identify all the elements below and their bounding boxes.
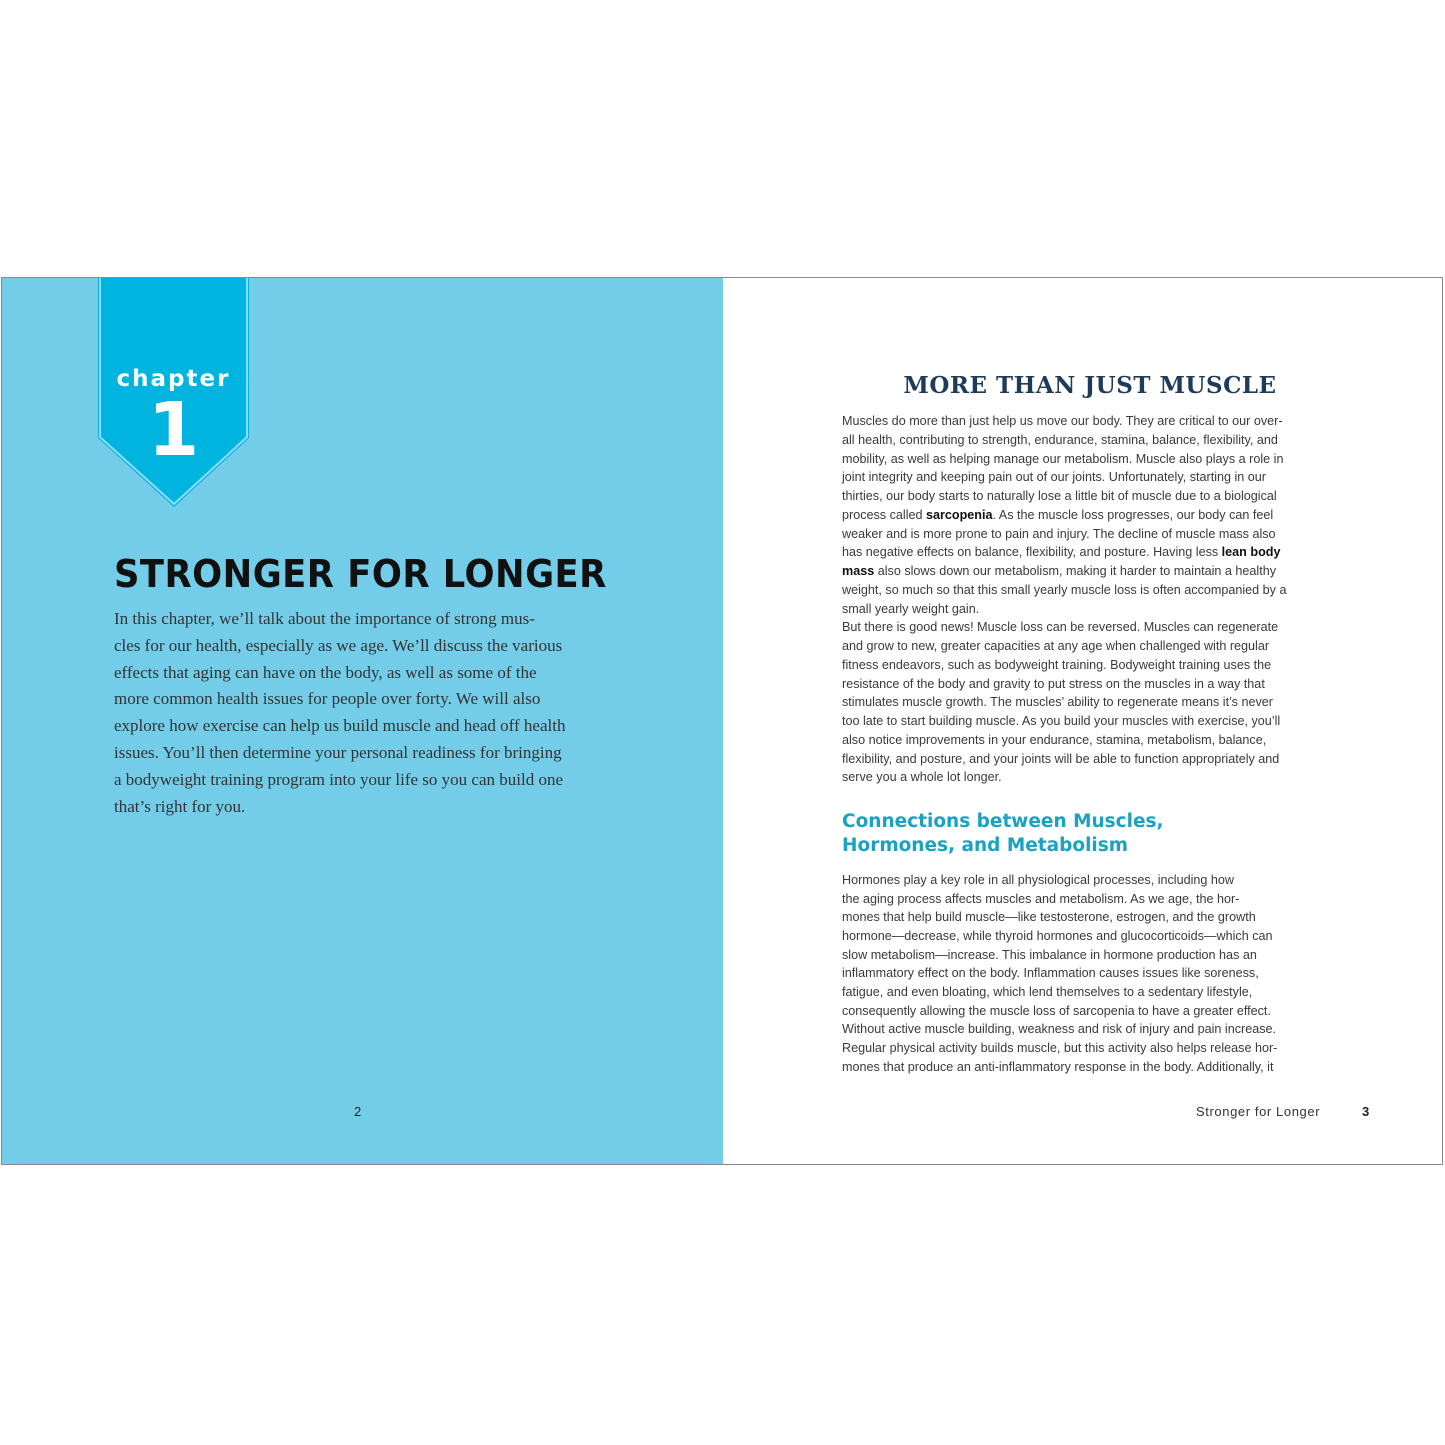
intro-line: more common health issues for people over forty. We will also — [114, 689, 541, 709]
text-line: too late to start building muscle. As you build your muscles with exercise, you’ll — [842, 714, 1281, 728]
text-line: mones that help build muscle—like testosterone, estrogen, and the growth — [842, 910, 1256, 925]
text-line: and grow to new, greater capacities at any age when challenged with regular — [842, 639, 1270, 653]
chapter-label: chapter — [116, 366, 231, 392]
body-paragraph-2 — [842, 871, 1342, 1076]
page-number-right: 3 — [1362, 1104, 1370, 1119]
section-heading: MORE THAN JUST MUSCLE — [903, 372, 1277, 399]
intro-line: cles for our health, especially as we age. We’ll discuss the various — [114, 635, 563, 655]
text-line: hormone—decrease, while thyroid hormones and glucocorticoids—which can — [842, 929, 1273, 944]
bold-term: mass — [842, 564, 875, 578]
intro-line: explore how exercise can help us build muscle and head off health — [114, 716, 566, 736]
chapter-tab — [98, 278, 249, 508]
text-line: mobility, as well as helping manage our metabolism. Muscle also plays a role in — [842, 451, 1284, 466]
intro-line: issues. You’ll then determine your personal readiness for bringing — [114, 742, 562, 762]
chapter-intro — [114, 606, 604, 820]
text-line — [842, 562, 1342, 581]
intro-line: effects that aging can have on the body, as well as some of the — [114, 662, 537, 682]
text-line: also notice improvements in your endurance, stamina, metabolism, balance, — [842, 732, 1267, 747]
text-line — [842, 506, 1342, 525]
text-line: the aging process affects muscles and metabolism. As we age, the hor- — [842, 891, 1240, 906]
chapter-title: STRONGER FOR LONGER — [114, 552, 607, 596]
bold-term: lean body — [1221, 545, 1281, 560]
body-paragraph-1 — [842, 412, 1342, 787]
text-line: fatigue, and even bloating, which lend themselves to a sedentary lifestyle, — [842, 985, 1253, 1000]
subsection-heading — [842, 810, 1164, 858]
bold-term: sarcopenia — [926, 507, 993, 522]
text-line: Muscles do more than just help us move our body. They are critical to our over- — [842, 414, 1283, 428]
intro-line: that’s right for you. — [114, 796, 246, 816]
subheading-line: Connections between Muscles, — [842, 811, 1164, 832]
subheading-line: Hormones, and Metabolism — [842, 835, 1129, 856]
text-line: resistance of the body and gravity to put stress on the muscles in a way that — [842, 676, 1265, 691]
text-line: inflammatory effect on the body. Inflammation causes issues like soreness, — [842, 966, 1259, 981]
intro-line: a bodyweight training program into your life so you can build one — [114, 769, 563, 789]
text-line: mones that produce an anti-inflammatory response in the body. Additionally, it — [842, 1059, 1274, 1074]
text-line: serve you a whole lot longer. — [842, 770, 1002, 785]
running-head: Stronger for Longer — [1196, 1104, 1321, 1119]
text-line: Without active muscle building, weakness and risk of injury and pain increase. — [842, 1022, 1277, 1037]
text-line: Hormones play a key role in all physiological processes, including how — [842, 873, 1235, 887]
text-line: stimulates muscle growth. The muscles’ ability to regenerate means it’s never — [842, 695, 1273, 710]
text-run: . As the muscle loss progresses, our body can feel — [992, 507, 1274, 522]
text-line: joint integrity and keeping pain out of our joints. Unfortunately, starting in our — [842, 470, 1267, 485]
text-run: also slows down our metabolism, making it harder to maintain a healthy — [874, 564, 1277, 578]
text-line: Regular physical activity builds muscle, but this activity also helps release hor- — [842, 1041, 1278, 1056]
text-line: all health, contributing to strength, endurance, stamina, balance, flexibility, and — [842, 432, 1278, 447]
text-line: thirties, our body starts to naturally lose a little bit of muscle due to a biological — [842, 489, 1277, 503]
chapter-number: 1 — [147, 387, 200, 473]
text-line: small yearly weight gain. — [842, 601, 980, 616]
text-line: flexibility, and posture, and your joints will be able to function appropriately and — [842, 751, 1280, 766]
text-line: consequently allowing the muscle loss of sarcopenia to have a greater effect. — [842, 1003, 1271, 1018]
text-line: weaker and is more prone to pain and injury. The decline of muscle mass also — [842, 526, 1276, 541]
text-run: process called — [842, 507, 926, 522]
text-line: weight, so much so that this small yearly muscle loss is often accompanied by a — [842, 582, 1287, 597]
text-line — [842, 543, 1342, 562]
text-run: has negative effects on balance, flexibility, and posture. Having less — [842, 545, 1222, 560]
page-number-left: 2 — [354, 1104, 362, 1119]
text-line: But there is good news! Muscle loss can be reversed. Muscles can regenerate — [842, 620, 1279, 635]
text-line: fitness endeavors, such as bodyweight training. Bodyweight training uses the — [842, 657, 1272, 672]
text-line: slow metabolism—increase. This imbalance in hormone production has an — [842, 947, 1257, 962]
intro-line: In this chapter, we’ll talk about the importance of strong mus- — [114, 609, 535, 628]
